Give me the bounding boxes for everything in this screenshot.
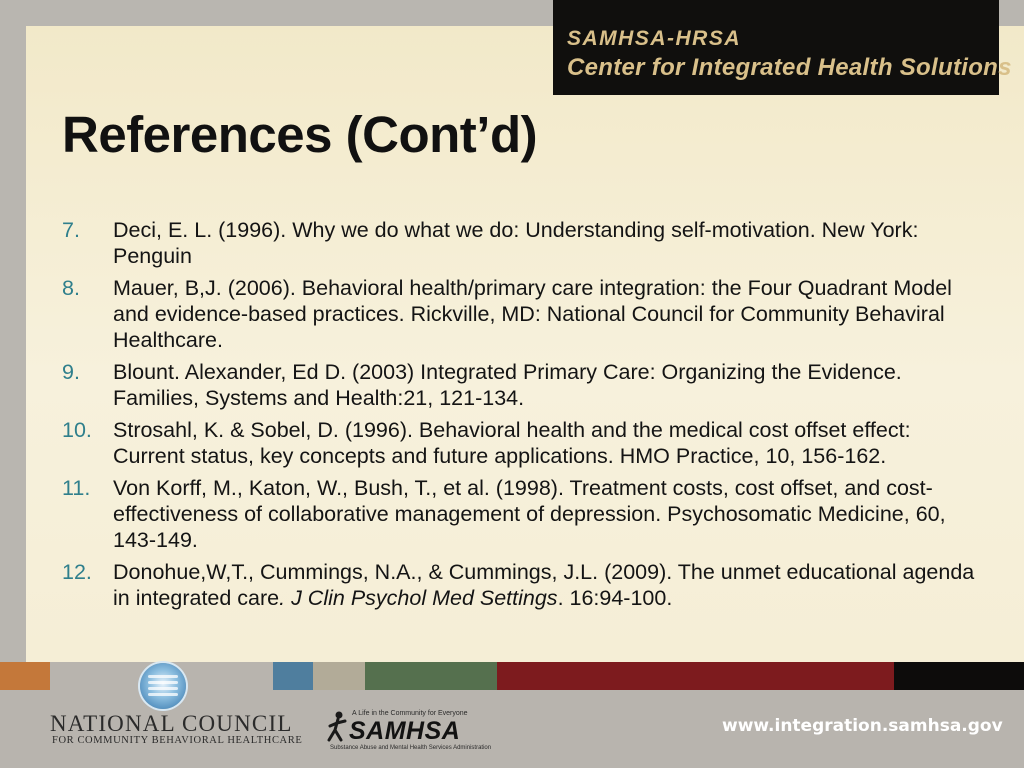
reference-text: Mauer, B,J. (2006). Behavioral health/primary care integration: the Four Quadrant Model and evidence-based practices. Rickville, MD: National Council for Community Behaviral Healthcare. — [113, 276, 952, 352]
page-title: References (Cont’d) — [62, 106, 538, 163]
reference-text: Deci, E. L. (1996). Why we do what we do: Understanding self-motivation. New York: Penguin — [113, 218, 919, 268]
reference-journal-title: . J Clin Psychol Med Settings — [279, 586, 558, 610]
reference-text: Strosahl, K. & Sobel, D. (1996). Behavioral health and the medical cost offset effect: Current status, key concepts and future applications. HMO Practice, 10, 156-162. — [113, 418, 911, 468]
banner-center-name: Center for Integrated Health Solutions — [567, 54, 1012, 81]
reference-number: 10. — [62, 418, 92, 442]
reference-text: Von Korff, M., Katon, W., Bush, T., et al. (1998). Treatment costs, cost offset, and cost-effectiveness of collaborative management of depression. Psychosomatic Medicine, 60, 143-149. — [113, 476, 946, 552]
reference-number: 7. — [62, 218, 80, 242]
reference-item — [62, 217, 982, 269]
stripe-segment — [313, 662, 365, 690]
frame-left — [0, 0, 26, 662]
reference-text — [113, 560, 974, 610]
stripe-segment — [0, 662, 50, 690]
reference-text-end: . 16:94-100. — [557, 586, 673, 610]
reference-item — [62, 559, 982, 611]
reference-text-main: Donohue,W,T., Cummings, N.A., & Cummings, J.L. (2009). The unmet educational agenda in integrated care — [113, 560, 975, 610]
reference-number: 11. — [62, 476, 91, 500]
reference-item — [62, 359, 982, 411]
reference-number: 8. — [62, 276, 80, 300]
reference-item — [62, 475, 982, 553]
footer-url: www.integration.samhsa.gov — [722, 716, 1003, 736]
reference-item — [62, 275, 982, 353]
reference-text: Blount. Alexander, Ed D. (2003) Integrated Primary Care: Organizing the Evidence. Families, Systems and Health:21, 121-134. — [113, 360, 902, 410]
samhsa-logo-text: SAMHSA — [349, 717, 461, 745]
reference-number: 12. — [62, 560, 92, 584]
samhsa-subtagline: Substance Abuse and Mental Health Services Administration — [330, 745, 492, 751]
header-banner — [553, 0, 1012, 95]
samhsa-figure-icon — [326, 710, 348, 744]
samhsa-tagline: A Life in the Community for Everyone — [352, 710, 468, 717]
stripe-segment — [273, 662, 313, 690]
stripe-segment — [365, 662, 497, 690]
reference-item — [62, 417, 982, 469]
reference-number: 9. — [62, 360, 80, 384]
globe-icon — [140, 663, 186, 709]
national-council-logo-subtitle: FOR COMMUNITY BEHAVIORAL HEALTHCARE — [52, 735, 303, 746]
stripe-segment — [894, 662, 1024, 690]
national-council-logo-title: NATIONAL COUNCIL — [50, 711, 293, 736]
stripe-segment — [497, 662, 894, 690]
reference-list — [62, 217, 982, 617]
banner-organization: SAMHSA-HRSA — [567, 27, 741, 50]
